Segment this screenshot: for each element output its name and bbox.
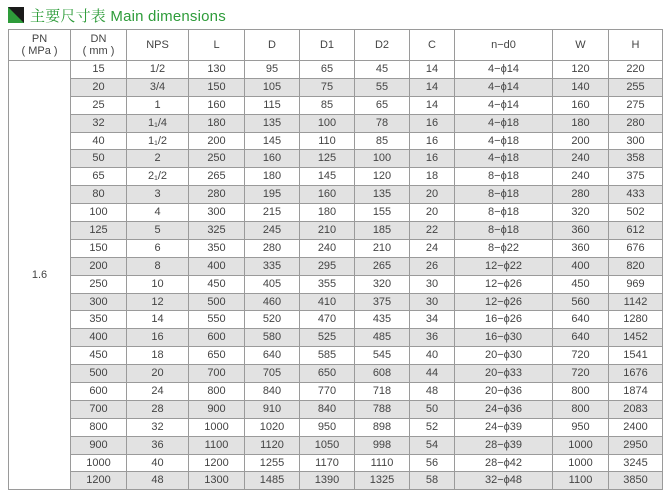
c-cell: 16 — [410, 150, 455, 168]
table-row — [9, 257, 663, 275]
d2-cell: 998 — [355, 436, 410, 454]
d1-header-line: D1 — [319, 39, 335, 51]
d2-cell: 55 — [355, 78, 410, 96]
h-cell: 1676 — [609, 365, 663, 383]
dn-header — [71, 30, 127, 61]
l-cell: 200 — [189, 132, 245, 150]
h-cell: 433 — [609, 186, 663, 204]
table-row — [9, 132, 663, 150]
c-cell: 50 — [410, 400, 455, 418]
l-cell: 280 — [189, 186, 245, 204]
d-cell: 405 — [245, 275, 300, 293]
d1-cell: 525 — [300, 329, 355, 347]
d2-cell: 78 — [355, 114, 410, 132]
l-cell: 500 — [189, 293, 245, 311]
n-d0-cell: 4−ϕ14 — [455, 78, 553, 96]
w-cell: 720 — [553, 365, 609, 383]
pn-value-cell: 1.6 — [9, 61, 71, 490]
h-cell: 280 — [609, 114, 663, 132]
w-cell: 720 — [553, 347, 609, 365]
pn-header-line: ( MPa ) — [21, 45, 58, 57]
d-cell: 105 — [245, 78, 300, 96]
d-cell: 135 — [245, 114, 300, 132]
l-cell: 600 — [189, 329, 245, 347]
d1-cell: 160 — [300, 186, 355, 204]
n-d0-cell: 20−ϕ36 — [455, 383, 553, 401]
h-cell: 676 — [609, 239, 663, 257]
n-d0-cell: 28−ϕ42 — [455, 454, 553, 472]
d2-cell: 155 — [355, 204, 410, 222]
d2-cell: 45 — [355, 61, 410, 79]
c-cell: 44 — [410, 365, 455, 383]
table-row — [9, 78, 663, 96]
d2-cell: 545 — [355, 347, 410, 365]
d-cell: 1255 — [245, 454, 300, 472]
d2-cell: 788 — [355, 400, 410, 418]
d-cell: 1120 — [245, 436, 300, 454]
table-header — [9, 30, 663, 61]
l-cell: 150 — [189, 78, 245, 96]
d-header — [245, 30, 300, 61]
w-cell: 180 — [553, 114, 609, 132]
h-header — [609, 30, 663, 61]
n-d0-cell: 32−ϕ48 — [455, 472, 553, 490]
table-row — [9, 96, 663, 114]
table-row — [9, 150, 663, 168]
n-d0-cell: 20−ϕ30 — [455, 347, 553, 365]
h-cell: 255 — [609, 78, 663, 96]
table-row — [9, 114, 663, 132]
l-cell: 400 — [189, 257, 245, 275]
nps-cell: 1/2 — [127, 61, 189, 79]
dn-cell: 450 — [71, 347, 127, 365]
d-cell: 195 — [245, 186, 300, 204]
l-cell: 325 — [189, 222, 245, 240]
h-cell: 1452 — [609, 329, 663, 347]
dn-cell: 200 — [71, 257, 127, 275]
d1-cell: 110 — [300, 132, 355, 150]
dn-cell: 50 — [71, 150, 127, 168]
d-cell: 1485 — [245, 472, 300, 490]
h-cell: 820 — [609, 257, 663, 275]
l-cell: 160 — [189, 96, 245, 114]
l-cell: 130 — [189, 61, 245, 79]
dn-cell: 500 — [71, 365, 127, 383]
d1-cell: 85 — [300, 96, 355, 114]
n-d0-cell: 24−ϕ39 — [455, 418, 553, 436]
h-cell: 2083 — [609, 400, 663, 418]
l-cell: 180 — [189, 114, 245, 132]
l-header-line: L — [213, 39, 220, 51]
d-cell: 95 — [245, 61, 300, 79]
dn-cell: 1000 — [71, 454, 127, 472]
d-cell: 160 — [245, 150, 300, 168]
n-d0-cell: 12−ϕ26 — [455, 275, 553, 293]
h-cell: 3245 — [609, 454, 663, 472]
l-cell: 1200 — [189, 454, 245, 472]
nps-cell: 16 — [127, 329, 189, 347]
table-row — [9, 383, 663, 401]
c-cell: 26 — [410, 257, 455, 275]
d2-cell: 320 — [355, 275, 410, 293]
c-cell: 54 — [410, 436, 455, 454]
dn-cell: 15 — [71, 61, 127, 79]
table-row — [9, 329, 663, 347]
page-title: 主要尺寸表 Main dimensions — [30, 7, 226, 25]
d-cell: 460 — [245, 293, 300, 311]
d2-header — [355, 30, 410, 61]
table-row — [9, 293, 663, 311]
w-cell: 1100 — [553, 472, 609, 490]
d-header-line: D — [268, 39, 276, 51]
c-cell: 14 — [410, 61, 455, 79]
d-cell: 1020 — [245, 418, 300, 436]
d1-cell: 585 — [300, 347, 355, 365]
nps-header — [127, 30, 189, 61]
table-row — [9, 239, 663, 257]
h-cell: 220 — [609, 61, 663, 79]
n-d0-cell: 4−ϕ18 — [455, 150, 553, 168]
d1-cell: 410 — [300, 293, 355, 311]
n-d0-cell: 8−ϕ18 — [455, 204, 553, 222]
d1-cell: 1390 — [300, 472, 355, 490]
d-cell: 520 — [245, 311, 300, 329]
d2-cell: 65 — [355, 96, 410, 114]
w-cell: 320 — [553, 204, 609, 222]
l-cell: 800 — [189, 383, 245, 401]
l-cell: 900 — [189, 400, 245, 418]
d-cell: 840 — [245, 383, 300, 401]
table-row — [9, 204, 663, 222]
d1-cell: 65 — [300, 61, 355, 79]
d2-cell: 120 — [355, 168, 410, 186]
w-cell: 400 — [553, 257, 609, 275]
h-cell: 358 — [609, 150, 663, 168]
l-cell: 650 — [189, 347, 245, 365]
n-d0-cell: 8−ϕ18 — [455, 186, 553, 204]
w-cell: 800 — [553, 400, 609, 418]
d1-cell: 355 — [300, 275, 355, 293]
dn-cell: 40 — [71, 132, 127, 150]
d1-cell: 75 — [300, 78, 355, 96]
nps-cell: 32 — [127, 418, 189, 436]
d1-cell: 770 — [300, 383, 355, 401]
n-d0-cell: 24−ϕ36 — [455, 400, 553, 418]
w-cell: 360 — [553, 239, 609, 257]
h-cell: 502 — [609, 204, 663, 222]
nps-cell: 24 — [127, 383, 189, 401]
nps-cell: 36 — [127, 436, 189, 454]
table-row — [9, 365, 663, 383]
table-row — [9, 222, 663, 240]
w-cell: 560 — [553, 293, 609, 311]
table-body — [9, 61, 663, 490]
dn-cell: 100 — [71, 204, 127, 222]
d1-cell: 950 — [300, 418, 355, 436]
dn-cell: 80 — [71, 186, 127, 204]
c-cell: 40 — [410, 347, 455, 365]
table-row — [9, 472, 663, 490]
n-d0-cell: 28−ϕ39 — [455, 436, 553, 454]
d2-cell: 898 — [355, 418, 410, 436]
dn-cell: 800 — [71, 418, 127, 436]
c-cell: 52 — [410, 418, 455, 436]
nps-cell: 20 — [127, 365, 189, 383]
table-row — [9, 347, 663, 365]
nps-cell: 1 — [127, 96, 189, 114]
dn-cell: 65 — [71, 168, 127, 186]
w-cell: 240 — [553, 168, 609, 186]
h-cell: 375 — [609, 168, 663, 186]
d1-cell: 1050 — [300, 436, 355, 454]
l-cell: 300 — [189, 204, 245, 222]
pn-header-line: PN — [31, 33, 48, 45]
c-header — [410, 30, 455, 61]
d-cell: 910 — [245, 400, 300, 418]
d-cell: 245 — [245, 222, 300, 240]
d2-cell: 185 — [355, 222, 410, 240]
c-cell: 22 — [410, 222, 455, 240]
n-d0-cell: 4−ϕ18 — [455, 132, 553, 150]
d2-cell: 375 — [355, 293, 410, 311]
w-cell: 800 — [553, 383, 609, 401]
h-cell: 969 — [609, 275, 663, 293]
w-cell: 360 — [553, 222, 609, 240]
nps-cell: 5 — [127, 222, 189, 240]
c-cell: 48 — [410, 383, 455, 401]
c-cell: 14 — [410, 78, 455, 96]
c-cell: 20 — [410, 204, 455, 222]
n-d0-cell: 8−ϕ18 — [455, 222, 553, 240]
w-header — [553, 30, 609, 61]
nps-cell: 3 — [127, 186, 189, 204]
dn-cell: 300 — [71, 293, 127, 311]
l-cell: 1100 — [189, 436, 245, 454]
nps-cell: 14 — [127, 311, 189, 329]
h-cell: 275 — [609, 96, 663, 114]
nps-cell: 2₁/2 — [127, 168, 189, 186]
h-cell: 1280 — [609, 311, 663, 329]
h-cell: 1142 — [609, 293, 663, 311]
w-cell: 1000 — [553, 454, 609, 472]
d-cell: 640 — [245, 347, 300, 365]
h-header-line: H — [631, 39, 640, 51]
n-d0-cell: 12−ϕ26 — [455, 293, 553, 311]
d2-cell: 100 — [355, 150, 410, 168]
h-cell: 612 — [609, 222, 663, 240]
d-cell: 180 — [245, 168, 300, 186]
c-cell: 20 — [410, 186, 455, 204]
d2-header-line: D2 — [374, 39, 390, 51]
w-cell: 640 — [553, 329, 609, 347]
pn-header — [9, 30, 71, 61]
page-header — [8, 4, 226, 26]
table-row — [9, 454, 663, 472]
n-d0-cell: 4−ϕ14 — [455, 96, 553, 114]
table-row — [9, 61, 663, 79]
table-row — [9, 400, 663, 418]
d2-cell: 135 — [355, 186, 410, 204]
nps-cell: 3/4 — [127, 78, 189, 96]
d2-cell: 210 — [355, 239, 410, 257]
n-d0-cell: 16−ϕ30 — [455, 329, 553, 347]
nps-cell: 40 — [127, 454, 189, 472]
n-d0-header — [455, 30, 553, 61]
h-cell: 300 — [609, 132, 663, 150]
l-cell: 550 — [189, 311, 245, 329]
n-d0-cell: 4−ϕ18 — [455, 114, 553, 132]
d1-cell: 210 — [300, 222, 355, 240]
dn-cell: 150 — [71, 239, 127, 257]
table-row — [9, 436, 663, 454]
table-row — [9, 275, 663, 293]
h-cell: 2950 — [609, 436, 663, 454]
d2-cell: 485 — [355, 329, 410, 347]
n-d0-cell: 4−ϕ14 — [455, 61, 553, 79]
w-cell: 240 — [553, 150, 609, 168]
d-cell: 280 — [245, 239, 300, 257]
c-cell: 16 — [410, 114, 455, 132]
d-cell: 145 — [245, 132, 300, 150]
d2-cell: 1110 — [355, 454, 410, 472]
dn-cell: 400 — [71, 329, 127, 347]
n-d0-cell: 8−ϕ18 — [455, 168, 553, 186]
d1-cell: 1170 — [300, 454, 355, 472]
nps-cell: 8 — [127, 257, 189, 275]
d1-cell: 125 — [300, 150, 355, 168]
nps-cell: 1₁/4 — [127, 114, 189, 132]
d2-cell: 1325 — [355, 472, 410, 490]
nps-header-line: NPS — [146, 39, 169, 51]
d2-cell: 85 — [355, 132, 410, 150]
dn-cell: 125 — [71, 222, 127, 240]
c-cell: 56 — [410, 454, 455, 472]
l-cell: 265 — [189, 168, 245, 186]
n-d0-cell: 16−ϕ26 — [455, 311, 553, 329]
dimensions-table-container — [8, 29, 662, 490]
dn-header-line: DN — [90, 33, 107, 45]
d2-cell: 265 — [355, 257, 410, 275]
w-cell: 280 — [553, 186, 609, 204]
dn-cell: 700 — [71, 400, 127, 418]
n-d0-cell: 20−ϕ33 — [455, 365, 553, 383]
dn-cell: 900 — [71, 436, 127, 454]
dn-cell: 350 — [71, 311, 127, 329]
c-cell: 24 — [410, 239, 455, 257]
green-black-corner-square-icon — [8, 7, 24, 23]
w-cell: 200 — [553, 132, 609, 150]
dn-cell: 1200 — [71, 472, 127, 490]
w-cell: 450 — [553, 275, 609, 293]
header-row — [9, 30, 663, 61]
l-cell: 1000 — [189, 418, 245, 436]
dn-cell: 32 — [71, 114, 127, 132]
d1-cell: 470 — [300, 311, 355, 329]
nps-cell: 28 — [127, 400, 189, 418]
nps-cell: 4 — [127, 204, 189, 222]
h-cell: 3850 — [609, 472, 663, 490]
w-header-line: W — [575, 39, 586, 51]
w-cell: 120 — [553, 61, 609, 79]
c-cell: 58 — [410, 472, 455, 490]
d1-cell: 100 — [300, 114, 355, 132]
n-d0-cell: 8−ϕ22 — [455, 239, 553, 257]
d1-header — [300, 30, 355, 61]
d-cell: 705 — [245, 365, 300, 383]
w-cell: 160 — [553, 96, 609, 114]
d1-cell: 295 — [300, 257, 355, 275]
main-dimensions-table — [8, 29, 663, 490]
d1-cell: 180 — [300, 204, 355, 222]
l-cell: 250 — [189, 150, 245, 168]
nps-cell: 2 — [127, 150, 189, 168]
dn-cell: 20 — [71, 78, 127, 96]
h-cell: 2400 — [609, 418, 663, 436]
table-row — [9, 186, 663, 204]
d2-cell: 718 — [355, 383, 410, 401]
c-cell: 34 — [410, 311, 455, 329]
w-cell: 950 — [553, 418, 609, 436]
table-row — [9, 311, 663, 329]
nps-cell: 10 — [127, 275, 189, 293]
d2-cell: 608 — [355, 365, 410, 383]
nps-cell: 48 — [127, 472, 189, 490]
n-d0-cell: 12−ϕ22 — [455, 257, 553, 275]
nps-cell: 18 — [127, 347, 189, 365]
nps-cell: 1₁/2 — [127, 132, 189, 150]
dn-cell: 25 — [71, 96, 127, 114]
w-cell: 1000 — [553, 436, 609, 454]
w-cell: 140 — [553, 78, 609, 96]
dn-cell: 250 — [71, 275, 127, 293]
d-cell: 335 — [245, 257, 300, 275]
nps-cell: 6 — [127, 239, 189, 257]
table-row — [9, 168, 663, 186]
dn-cell: 600 — [71, 383, 127, 401]
l-header — [189, 30, 245, 61]
c-cell: 36 — [410, 329, 455, 347]
d1-cell: 145 — [300, 168, 355, 186]
d-cell: 115 — [245, 96, 300, 114]
h-cell: 1541 — [609, 347, 663, 365]
n-d0-header-line: n−d0 — [491, 39, 516, 51]
d1-cell: 240 — [300, 239, 355, 257]
c-cell: 30 — [410, 275, 455, 293]
c-header-line: C — [428, 39, 436, 51]
d-cell: 215 — [245, 204, 300, 222]
c-cell: 18 — [410, 168, 455, 186]
w-cell: 640 — [553, 311, 609, 329]
d1-cell: 650 — [300, 365, 355, 383]
c-cell: 16 — [410, 132, 455, 150]
dn-header-line: ( mm ) — [82, 45, 115, 57]
l-cell: 350 — [189, 239, 245, 257]
c-cell: 14 — [410, 96, 455, 114]
nps-cell: 12 — [127, 293, 189, 311]
l-cell: 700 — [189, 365, 245, 383]
d-cell: 580 — [245, 329, 300, 347]
d2-cell: 435 — [355, 311, 410, 329]
c-cell: 30 — [410, 293, 455, 311]
table-row — [9, 418, 663, 436]
l-cell: 450 — [189, 275, 245, 293]
h-cell: 1874 — [609, 383, 663, 401]
l-cell: 1300 — [189, 472, 245, 490]
d1-cell: 840 — [300, 400, 355, 418]
